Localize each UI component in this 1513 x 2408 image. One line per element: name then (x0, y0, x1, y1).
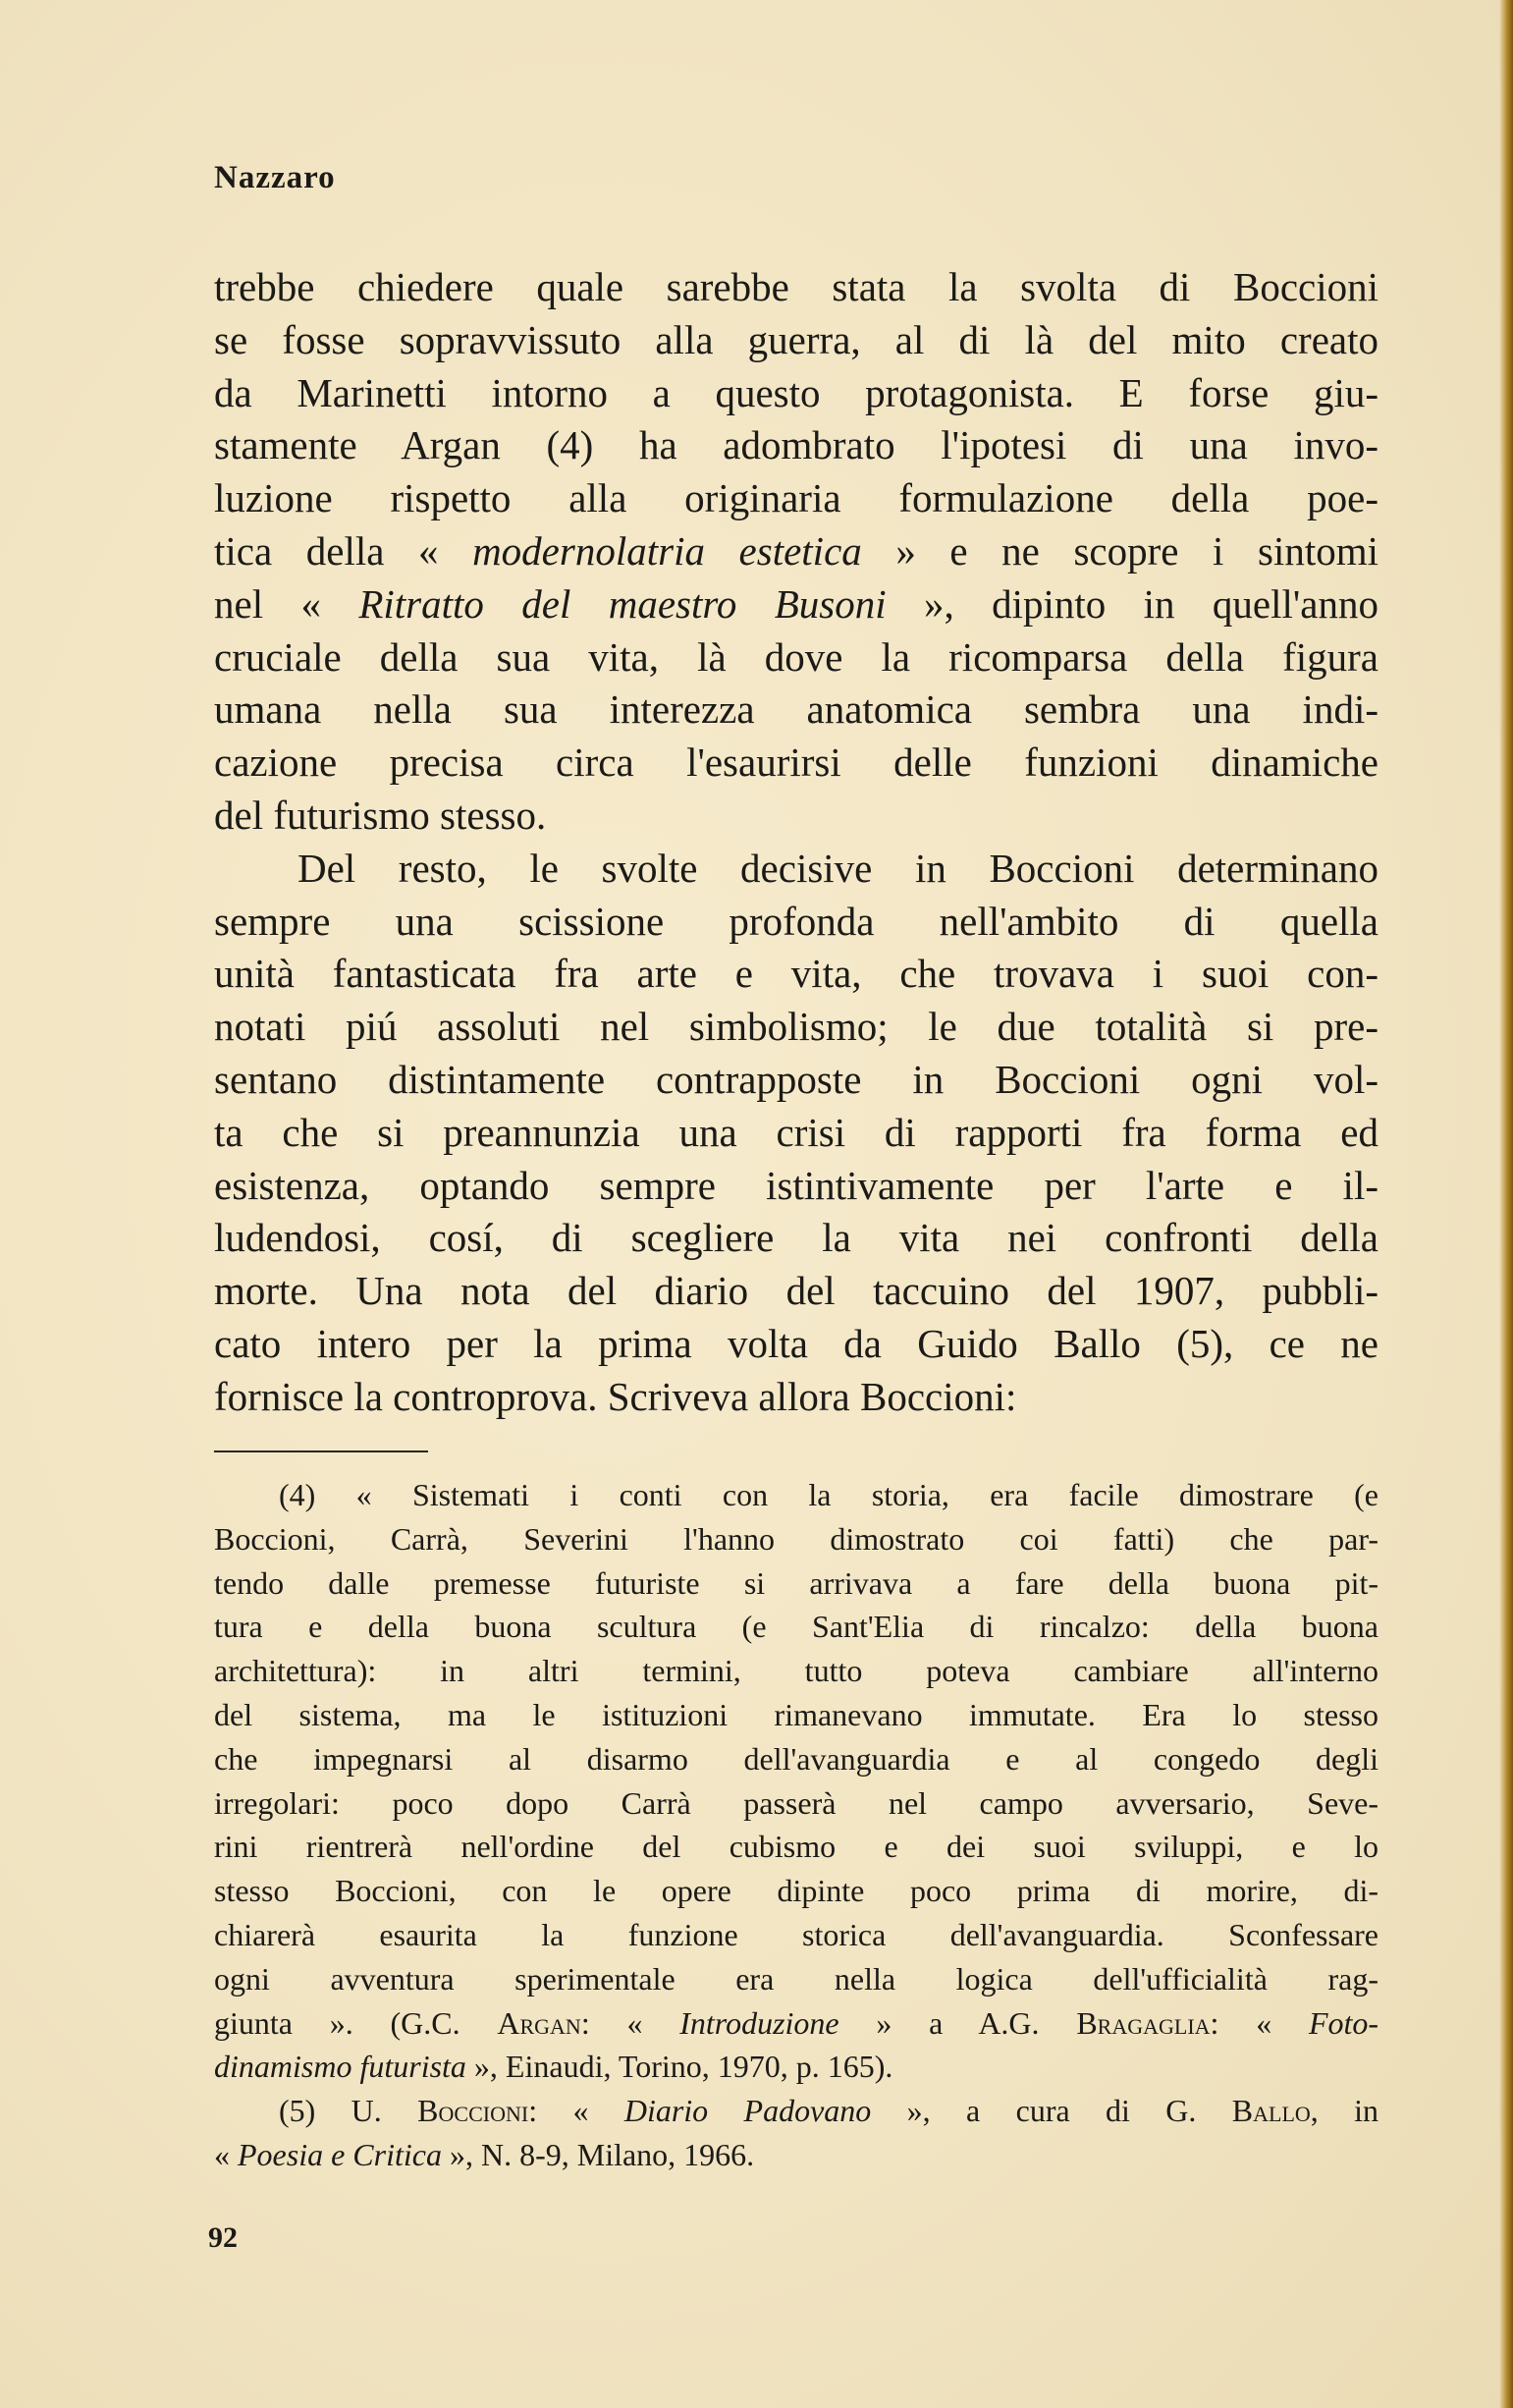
body-line: trebbe chiedere quale sarebbe stata la svolta di Boccioni (214, 264, 1378, 309)
italic-title: Diario Padovano (623, 2093, 872, 2129)
page-number: 92 (208, 2221, 238, 2254)
italic-title: Poesia e Critica (238, 2136, 442, 2172)
body-line: cruciale della sua vita, là dove la ricomparsa della figura (214, 633, 1378, 680)
body-line: morte. Una nota del diario del taccuino del 1907, pubbli- (214, 1268, 1378, 1314)
running-head: Nazzaro (214, 160, 336, 195)
footnote-line: rini rientrerà nell'ordine del cubismo e dei suoi sviluppi, e lo (214, 1829, 1378, 1865)
footnote-line: che impegnarsi al disarmo dell'avanguardia e al congedo degli (214, 1740, 1378, 1777)
footnote-line: architettura): in altri termini, tutto poteva cambiare all'interno (214, 1653, 1378, 1689)
footnote-text-run: », Einaudi, Torino, 1970, p. 165). (473, 2049, 893, 2085)
footnote-line: ogni avventura sperimentale era nella logica dell'ufficialità rag- (214, 1960, 1378, 1997)
footnote-text-run: », N. 8-9, Milano, 1966. (449, 2136, 755, 2172)
footnote-line: tura e della buona scultura (e Sant'Elia di rincalzo: della buona (214, 1609, 1378, 1645)
footnote-line (214, 2089, 1378, 2133)
body-line: cazione precisa circa l'esaurirsi delle funzioni dinamiche (214, 739, 1378, 786)
italic-title: Introduzione (679, 2004, 839, 2041)
author-name: Argan (497, 2004, 581, 2041)
italic-title: modernolatria estetica (472, 527, 862, 574)
footnotes (214, 1473, 1378, 2177)
body-line (214, 578, 1378, 631)
footnote-line (214, 2001, 1378, 2046)
body-line: fornisce la controprova. Scriveva allora Boccioni: (214, 1373, 1017, 1419)
footnote-line: tendo dalle premesse futuriste si arrivava a fare della buona pit- (214, 1564, 1378, 1601)
footnote-line (214, 2133, 1378, 2177)
body-line: unità fantasticata fra arte e vita, che trovava i suoi con- (214, 951, 1378, 997)
footnote-text-run: », a cura di G. (906, 2093, 1197, 2129)
footnote-line: (4) « Sistemati i conti con la storia, era facile dimostrare (e (279, 1477, 1378, 1512)
body-line: esistenza, optando sempre istintivamente per l'arte e il- (214, 1162, 1378, 1208)
footnote-text-run: giunta ». (G.C. (214, 2004, 460, 2041)
body-line: luzione rispetto alla originaria formulazione della poe- (214, 475, 1378, 521)
body-line: stamente Argan (4) ha adombrato l'ipotesi di una invo- (214, 422, 1378, 468)
author-name: Boccioni (417, 2093, 529, 2129)
footnote-line: stesso Boccioni, con le opere dipinte poco prima di morire, di- (214, 1873, 1378, 1909)
body-line: ta che si preannunzia una crisi di rapporti fra forma ed (214, 1109, 1378, 1155)
italic-title: Foto- (1308, 2004, 1379, 2041)
body-line: notati piú assoluti nel simbolismo; le due totalità si pre- (214, 1004, 1378, 1050)
author-name: Ballo (1231, 2093, 1311, 2129)
body-line: umana nella sua interezza anatomica sembra una indi- (214, 686, 1378, 733)
italic-title: dinamismo futurista (214, 2049, 466, 2085)
author-name: Bragaglia (1076, 2004, 1211, 2041)
body-line: cato intero per la prima volta da Guido Ballo (5), ce ne (214, 1320, 1378, 1366)
body-line: ludendosi, cosí, di scegliere la vita nei confronti della (214, 1215, 1378, 1261)
footnote-line: Boccioni, Carrà, Severini l'hanno dimostrato coi fatti) che par- (214, 1520, 1378, 1557)
footnote-text-run: » a A.G. (876, 2004, 1040, 2041)
footnote-text-run: : « (1210, 2004, 1272, 2041)
footnote-text-run: : « (580, 2004, 643, 2041)
body-line: sempre una scissione profonda nell'ambito di quella (214, 898, 1378, 944)
footnote-rule (214, 1450, 428, 1452)
body-text-run: » e ne scopre i sintomi (895, 527, 1379, 574)
footnote-text-run: (5) U. (279, 2093, 382, 2129)
footnote-line: irregolari: poco dopo Carrà passerà nel campo avversario, Seve- (214, 1784, 1378, 1821)
body-line: sentano distintamente contrapposte in Boccioni ogni vol- (214, 1056, 1378, 1102)
body-text (214, 261, 1378, 1424)
body-text-run: », dipinto in quell'anno (923, 580, 1378, 627)
body-line: del futurismo stesso. (214, 792, 547, 838)
footnote-text-run: : « (528, 2093, 589, 2129)
body-line: se fosse sopravvissuto alla guerra, al di là del mito creato (214, 316, 1378, 362)
body-line: da Marinetti intorno a questo protagonista. E forse giu- (214, 369, 1378, 415)
page-edge-shadow (1499, 0, 1513, 2408)
body-text-run: tica della « (214, 527, 439, 574)
footnote-text-run: , in (1310, 2093, 1379, 2129)
footnote-line: del sistema, ma le istituzioni rimanevano immutate. Era lo stesso (214, 1696, 1378, 1732)
italic-title: Ritratto del maestro Busoni (358, 580, 887, 627)
body-line: Del resto, le svolte decisive in Boccioni determinano (297, 845, 1378, 891)
footnote-text-run: « (214, 2136, 230, 2172)
footnote-line: chiarerà esaurita la funzione storica dell'avanguardia. Sconfessare (214, 1916, 1378, 1952)
body-line (214, 525, 1378, 578)
footnote-line (214, 2045, 1378, 2089)
body-text-run: nel « (214, 580, 321, 627)
